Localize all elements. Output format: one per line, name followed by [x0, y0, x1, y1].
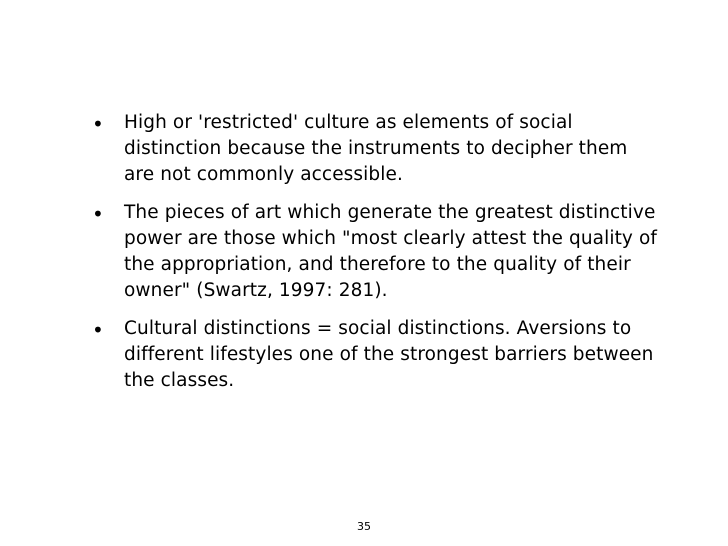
- bullet-text: High or 'restricted' culture as elements of social distinction because the instruments to decipher them are not commonly accessible.: [124, 112, 628, 185]
- page-number: 35: [357, 520, 371, 533]
- bullet-list: [92, 110, 662, 406]
- bullet-icon: •: [92, 318, 104, 342]
- bullet-text: The pieces of art which generate the greatest distinctive power are those which "most clearly attest the quality of the appropriation, and therefore to the quality of their owner" (Swartz, 1997: 281).: [124, 202, 657, 301]
- bullet-item: [92, 110, 662, 188]
- bullet-icon: •: [92, 202, 104, 226]
- bullet-icon: •: [92, 112, 104, 136]
- bullet-item: [92, 200, 662, 304]
- bullet-text: Cultural distinctions = social distinctions. Aversions to different lifestyles one of the strongest barriers between the classes.: [124, 318, 654, 391]
- bullet-item: [92, 316, 662, 394]
